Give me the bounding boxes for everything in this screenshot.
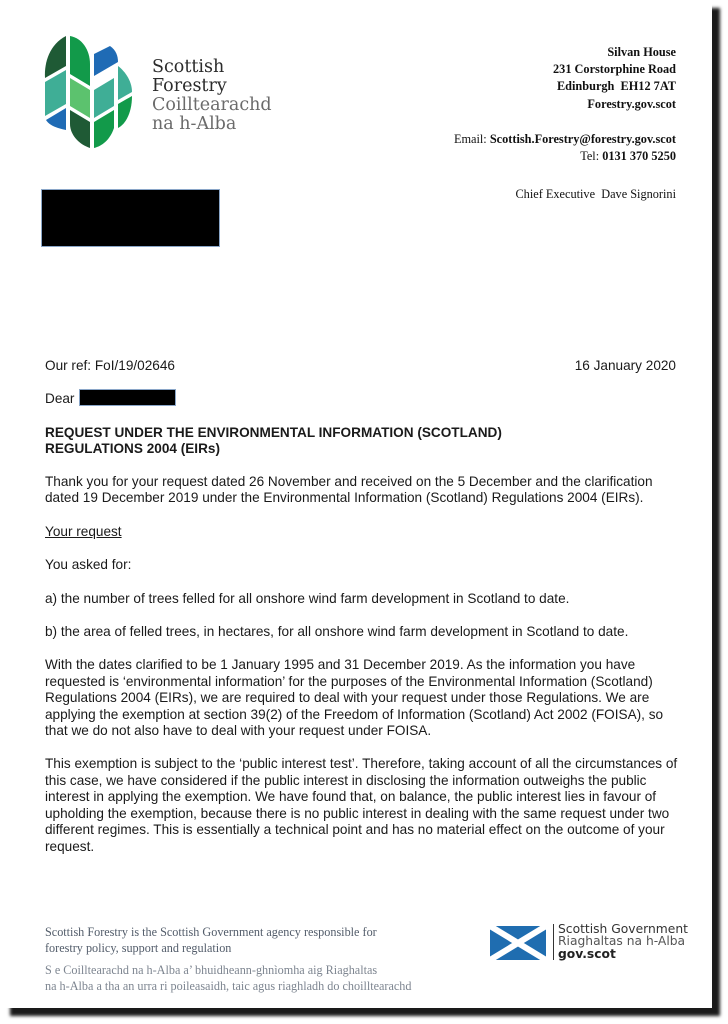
chief-executive-label: Chief Executive [515, 187, 596, 202]
address-website[interactable]: Forestry.gov.scot [587, 96, 676, 111]
gov-logo-divider [553, 924, 554, 960]
request-item-b: b) the area of felled trees, in hectares, for all onshore wind farm development in Scotland to date. [45, 624, 629, 640]
footer-gaelic-line-1: S e Coilltearachd na h-Alba a’ bhuidheann-ghnìomha aig Riaghaltas [45, 963, 378, 977]
redacted-recipient-address [41, 189, 220, 247]
subject-line-1: REQUEST UNDER THE ENVIRONMENTAL INFORMATION (SCOTLAND) [45, 425, 502, 440]
paragraph-you-asked: You asked for: [45, 557, 132, 573]
leaf-logo-icon [42, 34, 138, 150]
paragraph-exemption: With the dates clarified to be 1 January 1995 and 31 December 2019. As the information you have requested is ‘environmental information’ for the purposes of the Environmental Information (Scotland) Regulations 2004 (EIRs), we are required to deal with your request under those Regulations. We are applying the exemption at section 39(2) of the Freedom of Information (Scotland) Act 2002 (FOISA), so that we do not also have to deal with your request under FOISA. [45, 657, 664, 739]
gov-name: Scottish Government [558, 922, 688, 936]
salutation [45, 389, 677, 407]
gov-site[interactable]: gov.scot [558, 946, 616, 961]
footer-gaelic [45, 962, 412, 994]
tel-line [454, 148, 676, 165]
email-label: Email: [453, 131, 487, 146]
brand-name-gd-2: na h-Alba [152, 114, 237, 134]
address-building: Silvan House [607, 45, 676, 59]
gov-name-gaelic: Riaghaltas na h-Alba [558, 934, 686, 949]
brand-name [152, 58, 272, 134]
footer-english-line-1: Scottish Forestry is the Scottish Government agency responsible for [45, 925, 377, 939]
email-link[interactable]: Scottish.Forestry@forestry.gov.scot [489, 131, 676, 146]
tel-number: 0131 370 5250 [602, 149, 676, 164]
footer-gaelic-line-2: na h-Alba a tha an urra ri poileasaidh, taic agus riaghladh do choilltearachd [45, 979, 412, 993]
footer-english-line-2: forestry policy, support and regulation [45, 941, 232, 955]
request-item-a: a) the number of trees felled for all onshore wind farm development in Scotland to date. [45, 590, 570, 606]
paragraph-public-interest: This exemption is subject to the ‘public interest test’. Therefore, taking account of all the circumstances of this case, we have considered if the public interest in disclosing the information outweighs the public interest in applying the exemption. We have found that, on balance, the public interest lies in favour of upholding the exemption, because there is no public interest in dealing with the same request under two different regimes. This is essentially a technical point and has no material effect on the outcome of your request. [45, 756, 678, 854]
brand-name-en-2: Forestry [152, 76, 227, 96]
salutation-text: Dear [45, 391, 75, 406]
subject-line-2: REGULATIONS 2004 (EIRs) [45, 441, 220, 457]
chief-executive-name: Dave Signorini [601, 187, 676, 202]
body [45, 474, 677, 855]
address-block [454, 44, 676, 203]
section-heading-your-request: Your request [45, 523, 122, 539]
brand-name-gd-1: Coilltearachd [152, 95, 272, 115]
scottish-government-logo [558, 923, 688, 960]
letter-date: 16 January 2020 [574, 358, 676, 373]
paragraph-thanks: Thank you for your request dated 26 November and received on the 5 December and the clarification dated 19 December 2019 under the Environmental Information (Scotland) Regulations 2004 (EIRs). [45, 474, 653, 506]
brand-name-en-1: Scottish [152, 57, 225, 77]
address-city: Edinburgh EH12 7AT [556, 79, 676, 94]
saltire-flag-icon [490, 926, 546, 960]
email-line [454, 131, 676, 148]
address-street: 231 Corstorphine Road [553, 62, 676, 77]
footer-english [45, 924, 377, 956]
redacted-recipient-name [79, 389, 176, 406]
subject [45, 425, 677, 458]
tel-label: Tel: [580, 149, 600, 164]
reference: Our ref: FoI/19/02646 [45, 358, 175, 373]
chief-executive-line [454, 186, 676, 203]
